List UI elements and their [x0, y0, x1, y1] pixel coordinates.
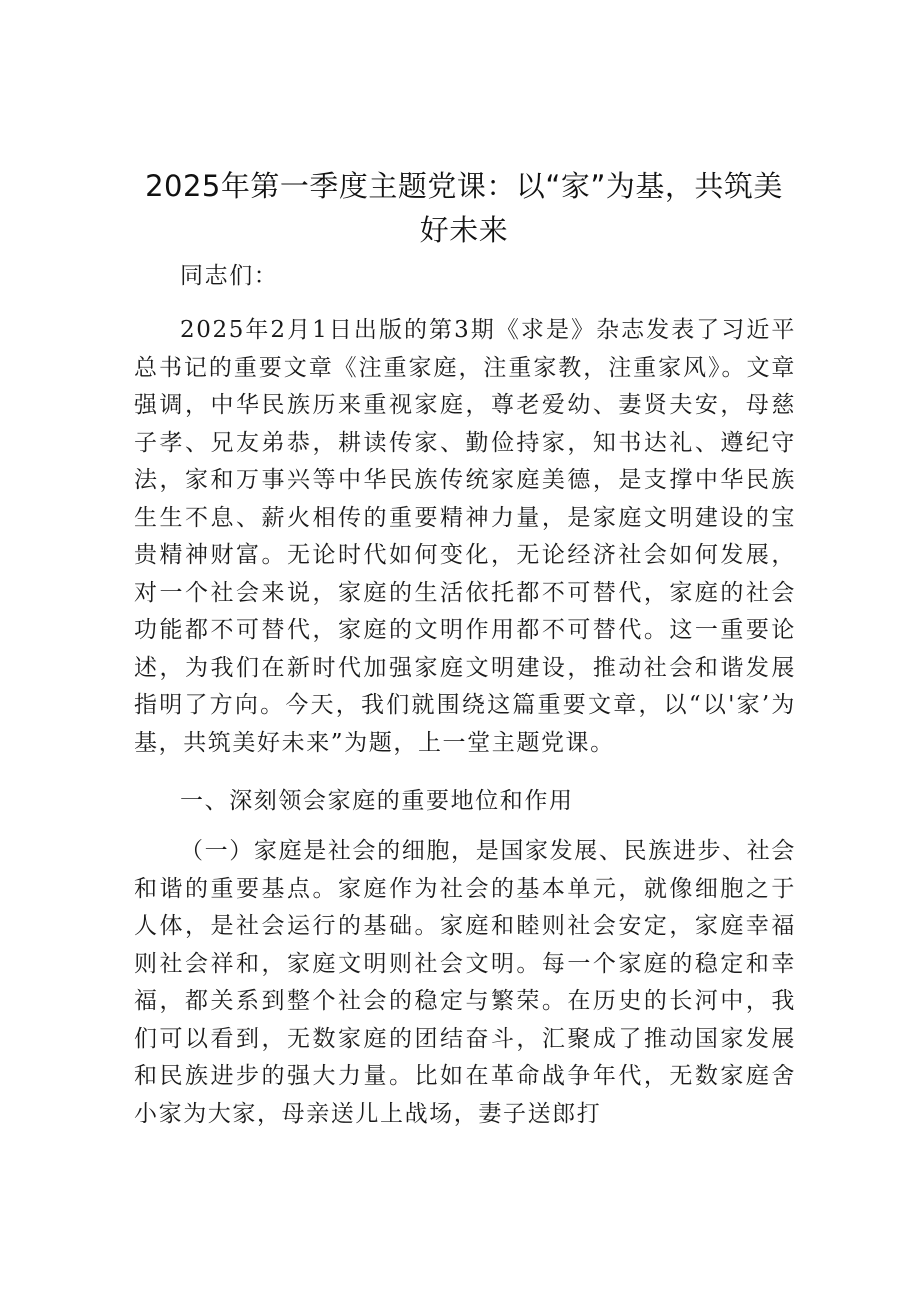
section-heading: 一、深刻领会家庭的重要地位和作用: [180, 788, 574, 814]
document-title: 2025年第一季度主题党课：以“家”为基，共筑美好未来: [145, 169, 783, 247]
paragraph-intro: 2025年2月1日出版的第3期《求是》杂志发表了习近平总书记的重要文章《注重家庭，注重家教，注重家风》。文章强调，中华民族历来重视家庭，尊老爱幼、妻贤夫安，母慈子孝、兄友弟恭，耕读传家、勤俭持家，知书达礼、遵纪守法，家和万事兴等中华民族传统家庭美德，是支撑中华民族生生不息、薪火相传的重要精神力量，是家庭文明建设的宝贵精神财富。无论时代如何变化，无论经济社会如何发展，对一个社会来说，家庭的生活依托都不可替代，家庭的社会功能都不可替代，家庭的文明作用都不可替代。这一重要论述，为我们在新时代加强家庭文明建设，推动社会和谐发展指明了方向。今天，我们就围绕这篇重要文章，以“以'家’为基，共筑美好未来”为题，上一堂主题党课。: [134, 317, 796, 756]
greeting: 同志们：: [180, 263, 279, 289]
paragraph-section1: （一）家庭是社会的细胞，是国家发展、民族进步、社会和谐的重要基点。家庭作为社会的基本单元，就像细胞之于人体，是社会运行的基础。家庭和睦则社会安定，家庭幸福则社会祥和，家庭文明则社会文明。每一个家庭的稳定和幸福，都关系到整个社会的稳定与繁荣。在历史的长河中，我们可以看到，无数家庭的团结奋斗，汇聚成了推动国家发展和民族进步的强大力量。比如在革命战争年代，无数家庭舍小家为大家，母亲送儿上战场，妻子送郎打: [134, 838, 796, 1127]
